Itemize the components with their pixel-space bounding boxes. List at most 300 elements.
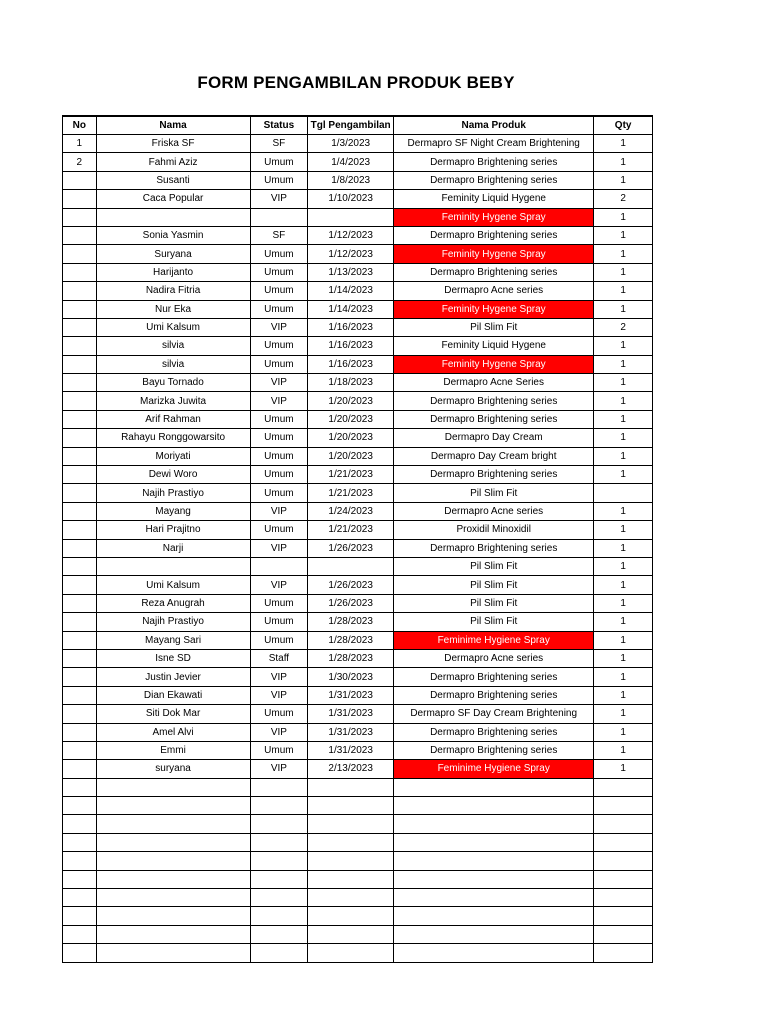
table-row (63, 797, 653, 815)
cell-nama: Sonia Yasmin (96, 226, 250, 244)
cell-qty (594, 797, 653, 815)
cell-tgl: 1/31/2023 (308, 686, 394, 704)
cell-tgl (308, 557, 394, 575)
cell-status: Umum (250, 355, 308, 373)
table-row (63, 852, 653, 870)
cell-nama (96, 208, 250, 226)
cell-qty: 1 (594, 521, 653, 539)
cell-tgl: 1/21/2023 (308, 521, 394, 539)
table-row (63, 907, 653, 925)
cell-nama: Susanti (96, 171, 250, 189)
cell-status (250, 944, 308, 962)
cell-status: VIP (250, 318, 308, 336)
cell-status: Umum (250, 484, 308, 502)
cell-qty: 1 (594, 153, 653, 171)
cell-nama: silvia (96, 337, 250, 355)
cell-produk: Pil Slim Fit (394, 484, 594, 502)
cell-status (250, 778, 308, 796)
cell-tgl: 1/28/2023 (308, 649, 394, 667)
cell-status: Umum (250, 741, 308, 759)
cell-nama: Suryana (96, 245, 250, 263)
cell-qty: 1 (594, 741, 653, 759)
table-row (63, 557, 653, 575)
cell-status (250, 797, 308, 815)
cell-produk: Proxidil Minoxidil (394, 521, 594, 539)
table-row (63, 502, 653, 520)
cell-tgl: 1/16/2023 (308, 337, 394, 355)
cell-produk (394, 907, 594, 925)
cell-tgl (308, 833, 394, 851)
cell-no (63, 282, 97, 300)
cell-nama: Reza Anugrah (96, 594, 250, 612)
cell-no (63, 318, 97, 336)
cell-no (63, 944, 97, 962)
cell-nama: Emmi (96, 741, 250, 759)
cell-qty: 1 (594, 686, 653, 704)
cell-produk: Pil Slim Fit (394, 576, 594, 594)
column-header-no: No (63, 116, 97, 135)
column-header-qty: Qty (594, 116, 653, 135)
cell-qty: 1 (594, 649, 653, 667)
cell-tgl (308, 907, 394, 925)
cell-qty: 1 (594, 226, 653, 244)
cell-tgl: 1/21/2023 (308, 466, 394, 484)
cell-produk: Pil Slim Fit (394, 557, 594, 575)
cell-qty: 1 (594, 613, 653, 631)
cell-no (63, 245, 97, 263)
cell-status: Umum (250, 300, 308, 318)
cell-tgl: 2/13/2023 (308, 760, 394, 778)
cell-tgl: 1/24/2023 (308, 502, 394, 520)
cell-status (250, 870, 308, 888)
cell-tgl (308, 208, 394, 226)
cell-qty (594, 833, 653, 851)
cell-status (250, 889, 308, 907)
cell-no (63, 392, 97, 410)
cell-no (63, 447, 97, 465)
cell-no (63, 778, 97, 796)
cell-nama: Narji (96, 539, 250, 557)
cell-status (250, 557, 308, 575)
cell-no (63, 907, 97, 925)
table-row (63, 374, 653, 392)
cell-tgl: 1/21/2023 (308, 484, 394, 502)
table-row (63, 245, 653, 263)
cell-no (63, 594, 97, 612)
table-row (63, 429, 653, 447)
cell-no (63, 466, 97, 484)
cell-no (63, 741, 97, 759)
cell-produk: Dermapro Brightening series (394, 392, 594, 410)
cell-produk: Dermapro SF Day Cream Brightening (394, 705, 594, 723)
cell-qty: 1 (594, 429, 653, 447)
table-row (63, 686, 653, 704)
cell-tgl: 1/20/2023 (308, 429, 394, 447)
cell-status: VIP (250, 190, 308, 208)
cell-nama: Siti Dok Mar (96, 705, 250, 723)
table-row (63, 318, 653, 336)
cell-produk: Dermapro Brightening series (394, 723, 594, 741)
cell-produk: Dermapro Brightening series (394, 263, 594, 281)
table-row (63, 282, 653, 300)
column-header-status: Status (250, 116, 308, 135)
cell-nama: Nadira Fitria (96, 282, 250, 300)
cell-produk: Dermapro SF Night Cream Brightening (394, 135, 594, 153)
cell-tgl: 1/30/2023 (308, 668, 394, 686)
cell-produk: Dermapro Brightening series (394, 539, 594, 557)
cell-no (63, 557, 97, 575)
cell-no (63, 833, 97, 851)
cell-no: 2 (63, 153, 97, 171)
cell-produk (394, 833, 594, 851)
cell-produk: Feminity Hygene Spray (394, 245, 594, 263)
cell-produk: Dermapro Brightening series (394, 410, 594, 428)
cell-nama (96, 907, 250, 925)
cell-qty: 1 (594, 447, 653, 465)
column-header-nama: Nama (96, 116, 250, 135)
cell-status: Umum (250, 429, 308, 447)
cell-status (250, 907, 308, 925)
cell-qty: 1 (594, 631, 653, 649)
cell-status: VIP (250, 502, 308, 520)
cell-status: VIP (250, 374, 308, 392)
cell-tgl: 1/14/2023 (308, 300, 394, 318)
cell-status: Staff (250, 649, 308, 667)
cell-qty: 1 (594, 466, 653, 484)
cell-nama (96, 870, 250, 888)
cell-produk (394, 944, 594, 962)
cell-tgl: 1/31/2023 (308, 741, 394, 759)
cell-nama: Mayang (96, 502, 250, 520)
cell-status: VIP (250, 576, 308, 594)
cell-no (63, 521, 97, 539)
table-row (63, 649, 653, 667)
table-row (63, 760, 653, 778)
table-row (63, 521, 653, 539)
cell-no (63, 870, 97, 888)
cell-nama: Najih Prastiyo (96, 613, 250, 631)
cell-produk: Dermapro Brightening series (394, 686, 594, 704)
cell-qty (594, 889, 653, 907)
cell-produk (394, 925, 594, 943)
cell-status: Umum (250, 153, 308, 171)
cell-qty: 1 (594, 135, 653, 153)
cell-qty: 1 (594, 337, 653, 355)
column-header-produk: Nama Produk (394, 116, 594, 135)
table-row (63, 594, 653, 612)
cell-tgl: 1/31/2023 (308, 705, 394, 723)
cell-no (63, 613, 97, 631)
cell-no (63, 300, 97, 318)
cell-qty: 1 (594, 668, 653, 686)
cell-qty: 1 (594, 245, 653, 263)
cell-nama: Amel Alvi (96, 723, 250, 741)
cell-qty: 2 (594, 318, 653, 336)
cell-nama: Fahmi Aziz (96, 153, 250, 171)
cell-nama (96, 925, 250, 943)
table-row (63, 815, 653, 833)
cell-produk: Feminity Liquid Hygene (394, 337, 594, 355)
cell-tgl: 1/16/2023 (308, 355, 394, 373)
cell-produk: Dermapro Brightening series (394, 171, 594, 189)
cell-tgl: 1/12/2023 (308, 245, 394, 263)
cell-nama: Mayang Sari (96, 631, 250, 649)
table-row (63, 613, 653, 631)
cell-qty: 1 (594, 502, 653, 520)
cell-status (250, 815, 308, 833)
cell-qty: 1 (594, 539, 653, 557)
cell-qty (594, 778, 653, 796)
cell-tgl: 1/31/2023 (308, 723, 394, 741)
column-header-tgl: Tgl Pengambilan (308, 116, 394, 135)
cell-qty: 1 (594, 171, 653, 189)
cell-produk (394, 797, 594, 815)
cell-no (63, 208, 97, 226)
cell-produk (394, 852, 594, 870)
cell-status: Umum (250, 171, 308, 189)
cell-status: Umum (250, 447, 308, 465)
cell-qty: 1 (594, 723, 653, 741)
cell-produk: Dermapro Acne series (394, 649, 594, 667)
cell-nama: Harijanto (96, 263, 250, 281)
cell-qty (594, 870, 653, 888)
table-row (63, 190, 653, 208)
table-row (63, 723, 653, 741)
cell-tgl (308, 852, 394, 870)
cell-no (63, 631, 97, 649)
cell-no (63, 889, 97, 907)
cell-qty: 1 (594, 760, 653, 778)
cell-tgl: 1/18/2023 (308, 374, 394, 392)
table-row (63, 300, 653, 318)
cell-status (250, 208, 308, 226)
cell-status: VIP (250, 392, 308, 410)
cell-status: VIP (250, 668, 308, 686)
cell-no (63, 171, 97, 189)
cell-qty: 1 (594, 374, 653, 392)
cell-tgl (308, 870, 394, 888)
cell-nama: Bayu Tornado (96, 374, 250, 392)
cell-no (63, 760, 97, 778)
table-row (63, 576, 653, 594)
cell-no (63, 226, 97, 244)
cell-qty (594, 907, 653, 925)
cell-no: 1 (63, 135, 97, 153)
cell-no (63, 649, 97, 667)
cell-no (63, 576, 97, 594)
cell-qty: 1 (594, 263, 653, 281)
table-row (63, 778, 653, 796)
cell-nama (96, 944, 250, 962)
cell-produk: Feminity Hygene Spray (394, 208, 594, 226)
cell-nama: Rahayu Ronggowarsito (96, 429, 250, 447)
cell-tgl (308, 797, 394, 815)
cell-status: Umum (250, 337, 308, 355)
cell-produk: Feminity Hygene Spray (394, 300, 594, 318)
cell-status: Umum (250, 410, 308, 428)
table-row (63, 226, 653, 244)
cell-produk: Pil Slim Fit (394, 594, 594, 612)
cell-status: VIP (250, 686, 308, 704)
cell-produk: Dermapro Acne Series (394, 374, 594, 392)
cell-no (63, 355, 97, 373)
cell-nama (96, 815, 250, 833)
cell-produk: Pil Slim Fit (394, 318, 594, 336)
cell-produk: Dermapro Acne series (394, 282, 594, 300)
cell-nama: Dian Ekawati (96, 686, 250, 704)
cell-produk (394, 778, 594, 796)
cell-no (63, 852, 97, 870)
table-row (63, 944, 653, 962)
cell-produk: Feminity Hygene Spray (394, 355, 594, 373)
table-row (63, 889, 653, 907)
cell-nama: Hari Prajitno (96, 521, 250, 539)
cell-no (63, 374, 97, 392)
cell-tgl: 1/26/2023 (308, 576, 394, 594)
cell-tgl: 1/20/2023 (308, 392, 394, 410)
table-row (63, 135, 653, 153)
cell-nama: Dewi Woro (96, 466, 250, 484)
cell-qty: 2 (594, 190, 653, 208)
cell-nama (96, 797, 250, 815)
table-row (63, 410, 653, 428)
cell-tgl (308, 815, 394, 833)
cell-nama: Caca Popular (96, 190, 250, 208)
cell-tgl: 1/8/2023 (308, 171, 394, 189)
cell-produk: Dermapro Day Cream (394, 429, 594, 447)
cell-tgl (308, 925, 394, 943)
table-row (63, 392, 653, 410)
table-row (63, 833, 653, 851)
cell-produk: Dermapro Brightening series (394, 741, 594, 759)
table-row (63, 355, 653, 373)
cell-status: Umum (250, 263, 308, 281)
cell-nama: Marizka Juwita (96, 392, 250, 410)
cell-status (250, 925, 308, 943)
cell-no (63, 502, 97, 520)
cell-no (63, 705, 97, 723)
cell-nama: suryana (96, 760, 250, 778)
cell-tgl: 1/13/2023 (308, 263, 394, 281)
cell-qty (594, 944, 653, 962)
cell-status: Umum (250, 613, 308, 631)
cell-produk: Dermapro Brightening series (394, 153, 594, 171)
cell-no (63, 263, 97, 281)
cell-status: Umum (250, 705, 308, 723)
cell-status: Umum (250, 466, 308, 484)
cell-qty: 1 (594, 410, 653, 428)
cell-produk: Pil Slim Fit (394, 613, 594, 631)
cell-qty: 1 (594, 392, 653, 410)
table-row (63, 153, 653, 171)
cell-status: SF (250, 226, 308, 244)
cell-qty: 1 (594, 557, 653, 575)
cell-no (63, 925, 97, 943)
cell-nama: Arif Rahman (96, 410, 250, 428)
cell-tgl: 1/16/2023 (308, 318, 394, 336)
cell-status (250, 833, 308, 851)
cell-nama (96, 778, 250, 796)
cell-nama (96, 557, 250, 575)
cell-produk: Dermapro Acne series (394, 502, 594, 520)
cell-status: Umum (250, 245, 308, 263)
cell-no (63, 815, 97, 833)
cell-nama: Nur Eka (96, 300, 250, 318)
cell-no (63, 668, 97, 686)
cell-nama (96, 833, 250, 851)
cell-tgl: 1/26/2023 (308, 539, 394, 557)
table-row (63, 705, 653, 723)
cell-nama: Umi Kalsum (96, 318, 250, 336)
cell-no (63, 686, 97, 704)
cell-no (63, 429, 97, 447)
cell-nama: Isne SD (96, 649, 250, 667)
page-title: FORM PENGAMBILAN PRODUK BEBY (197, 73, 515, 92)
cell-tgl (308, 778, 394, 796)
cell-no (63, 723, 97, 741)
cell-nama: silvia (96, 355, 250, 373)
cell-qty: 1 (594, 282, 653, 300)
cell-tgl: 1/26/2023 (308, 594, 394, 612)
table-row (63, 668, 653, 686)
pickup-table (62, 115, 653, 963)
table-row (63, 539, 653, 557)
cell-no (63, 484, 97, 502)
table-row (63, 484, 653, 502)
cell-produk: Dermapro Day Cream bright (394, 447, 594, 465)
cell-no (63, 190, 97, 208)
cell-produk: Dermapro Brightening series (394, 466, 594, 484)
cell-tgl: 1/12/2023 (308, 226, 394, 244)
cell-status: Umum (250, 521, 308, 539)
cell-produk: Feminime Hygiene Spray (394, 760, 594, 778)
cell-produk: Feminity Liquid Hygene (394, 190, 594, 208)
cell-produk (394, 815, 594, 833)
cell-status: SF (250, 135, 308, 153)
cell-tgl: 1/14/2023 (308, 282, 394, 300)
cell-tgl: 1/10/2023 (308, 190, 394, 208)
cell-produk: Dermapro Brightening series (394, 668, 594, 686)
table-row (63, 208, 653, 226)
cell-qty (594, 925, 653, 943)
cell-nama (96, 852, 250, 870)
cell-no (63, 337, 97, 355)
cell-produk (394, 889, 594, 907)
cell-qty (594, 815, 653, 833)
cell-status (250, 852, 308, 870)
cell-tgl (308, 944, 394, 962)
cell-nama: Umi Kalsum (96, 576, 250, 594)
cell-tgl: 1/28/2023 (308, 613, 394, 631)
table-row (63, 263, 653, 281)
cell-produk: Dermapro Brightening series (394, 226, 594, 244)
cell-tgl: 1/4/2023 (308, 153, 394, 171)
cell-tgl: 1/28/2023 (308, 631, 394, 649)
cell-produk: Feminime Hygiene Spray (394, 631, 594, 649)
table-row (63, 447, 653, 465)
cell-produk (394, 870, 594, 888)
cell-status: Umum (250, 631, 308, 649)
cell-nama: Justin Jevier (96, 668, 250, 686)
cell-qty: 1 (594, 705, 653, 723)
cell-tgl: 1/20/2023 (308, 447, 394, 465)
cell-qty (594, 852, 653, 870)
table-header-row (63, 116, 653, 135)
table-row (63, 337, 653, 355)
cell-tgl: 1/20/2023 (308, 410, 394, 428)
cell-no (63, 410, 97, 428)
cell-tgl: 1/3/2023 (308, 135, 394, 153)
